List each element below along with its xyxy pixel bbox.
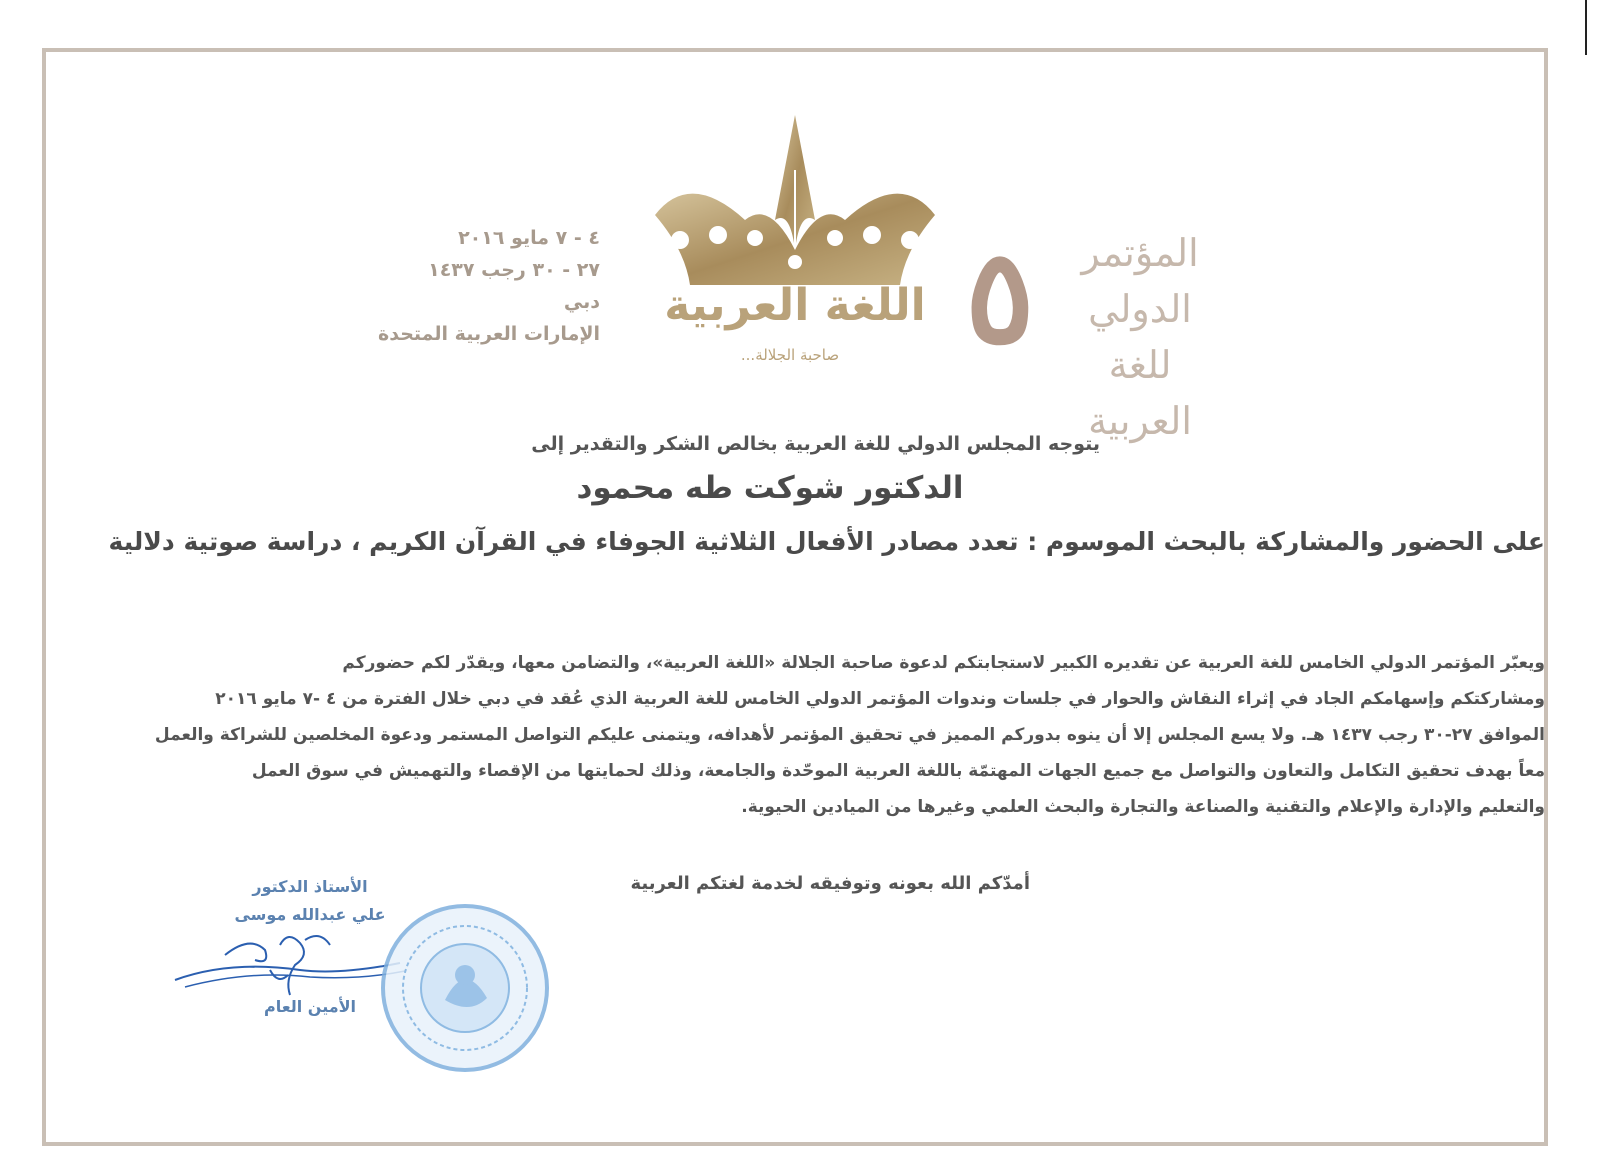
closing-prayer: أمدّكم الله بعونه وتوفيقه لخدمة لغتكم العربية (630, 873, 1030, 894)
conference-number-five: ٥ (965, 220, 1035, 373)
hijri-dates: ٢٧ - ٣٠ رجب ١٤٣٧ (428, 259, 600, 281)
body-line: ويعبّر المؤتمر الدولي الخامس للغة العربية عن تقديره الكبير لاستجابتكم لدعوة صاحبة الجلالة «اللغة العربية»، والتضامن معها، ويقدّر لكم حضوركم (342, 653, 1545, 673)
body-line: ومشاركتكم وإسهامكم الجاد في إثراء النقاش والحوار في جلسات وندوات المؤتمر الدولي الخامس للغة العربية الذي عُقد في دبي خلال الفترة من ٤ -٧ مايو ٢٠١٦ (215, 689, 1545, 709)
signatory-name: علي عبدالله موسى (234, 905, 386, 924)
crown-logo-title: اللغة العربية (664, 280, 926, 331)
official-seal-stamp (375, 900, 555, 1075)
body-line: الموافق ٢٧-٣٠ رجب ١٤٣٧ هـ. ولا يسع المجلس إلا أن ينوه بدوركم المميز في تحقيق المؤتمر لأهدافه، ويتمنى عليكم التواصل المستمر ودعوة المخلصين للشراكة والعمل (154, 725, 1545, 745)
signatory-role: الأمين العام (263, 997, 357, 1016)
body-line: والتعليم والإدارة والإعلام والتقنية والصناعة والتجارة والبحث العلمي وغيرها من الميادين الحيوية. (741, 797, 1545, 817)
gregorian-dates: ٤ - ٧ مايو ٢٠١٦ (458, 227, 600, 249)
crown-logo-subtitle: صاحبة الجلالة... (740, 346, 840, 364)
certificate-intro: يتوجه المجلس الدولي للغة العربية بخالص الشكر والتقدير إلى (531, 433, 1100, 455)
body-line: معاً بهدف تحقيق التكامل والتعاون والتواصل مع جميع الجهات المهتمّة باللغة العربية الموحّدة والجامعة، وذلك لحمايتها من الإقصاء والتهميش في سوق العمل (251, 761, 1545, 781)
recipient-name: الدكتور شوكت طه محمود (576, 470, 964, 506)
handwritten-signature (170, 925, 410, 1025)
certificate-body (60, 645, 1545, 825)
scan-edge-line (1585, 0, 1587, 55)
event-city: دبي (563, 291, 600, 313)
research-title-line: على الحضور والمشاركة بالبحث الموسوم : تعدد مصادر الأفعال الثلاثية الجوفاء في القرآن الكريم ، دراسة صوتية دلالية (108, 527, 1545, 556)
signatory-title: الأستاذ الدكتور (252, 877, 368, 896)
crown-logo (650, 110, 940, 380)
conference-name-logo: المؤتمر الدولي للغة العربية (1081, 231, 1199, 443)
event-country: الإمارات العربية المتحدة (378, 323, 600, 345)
event-dates-block (370, 222, 600, 350)
